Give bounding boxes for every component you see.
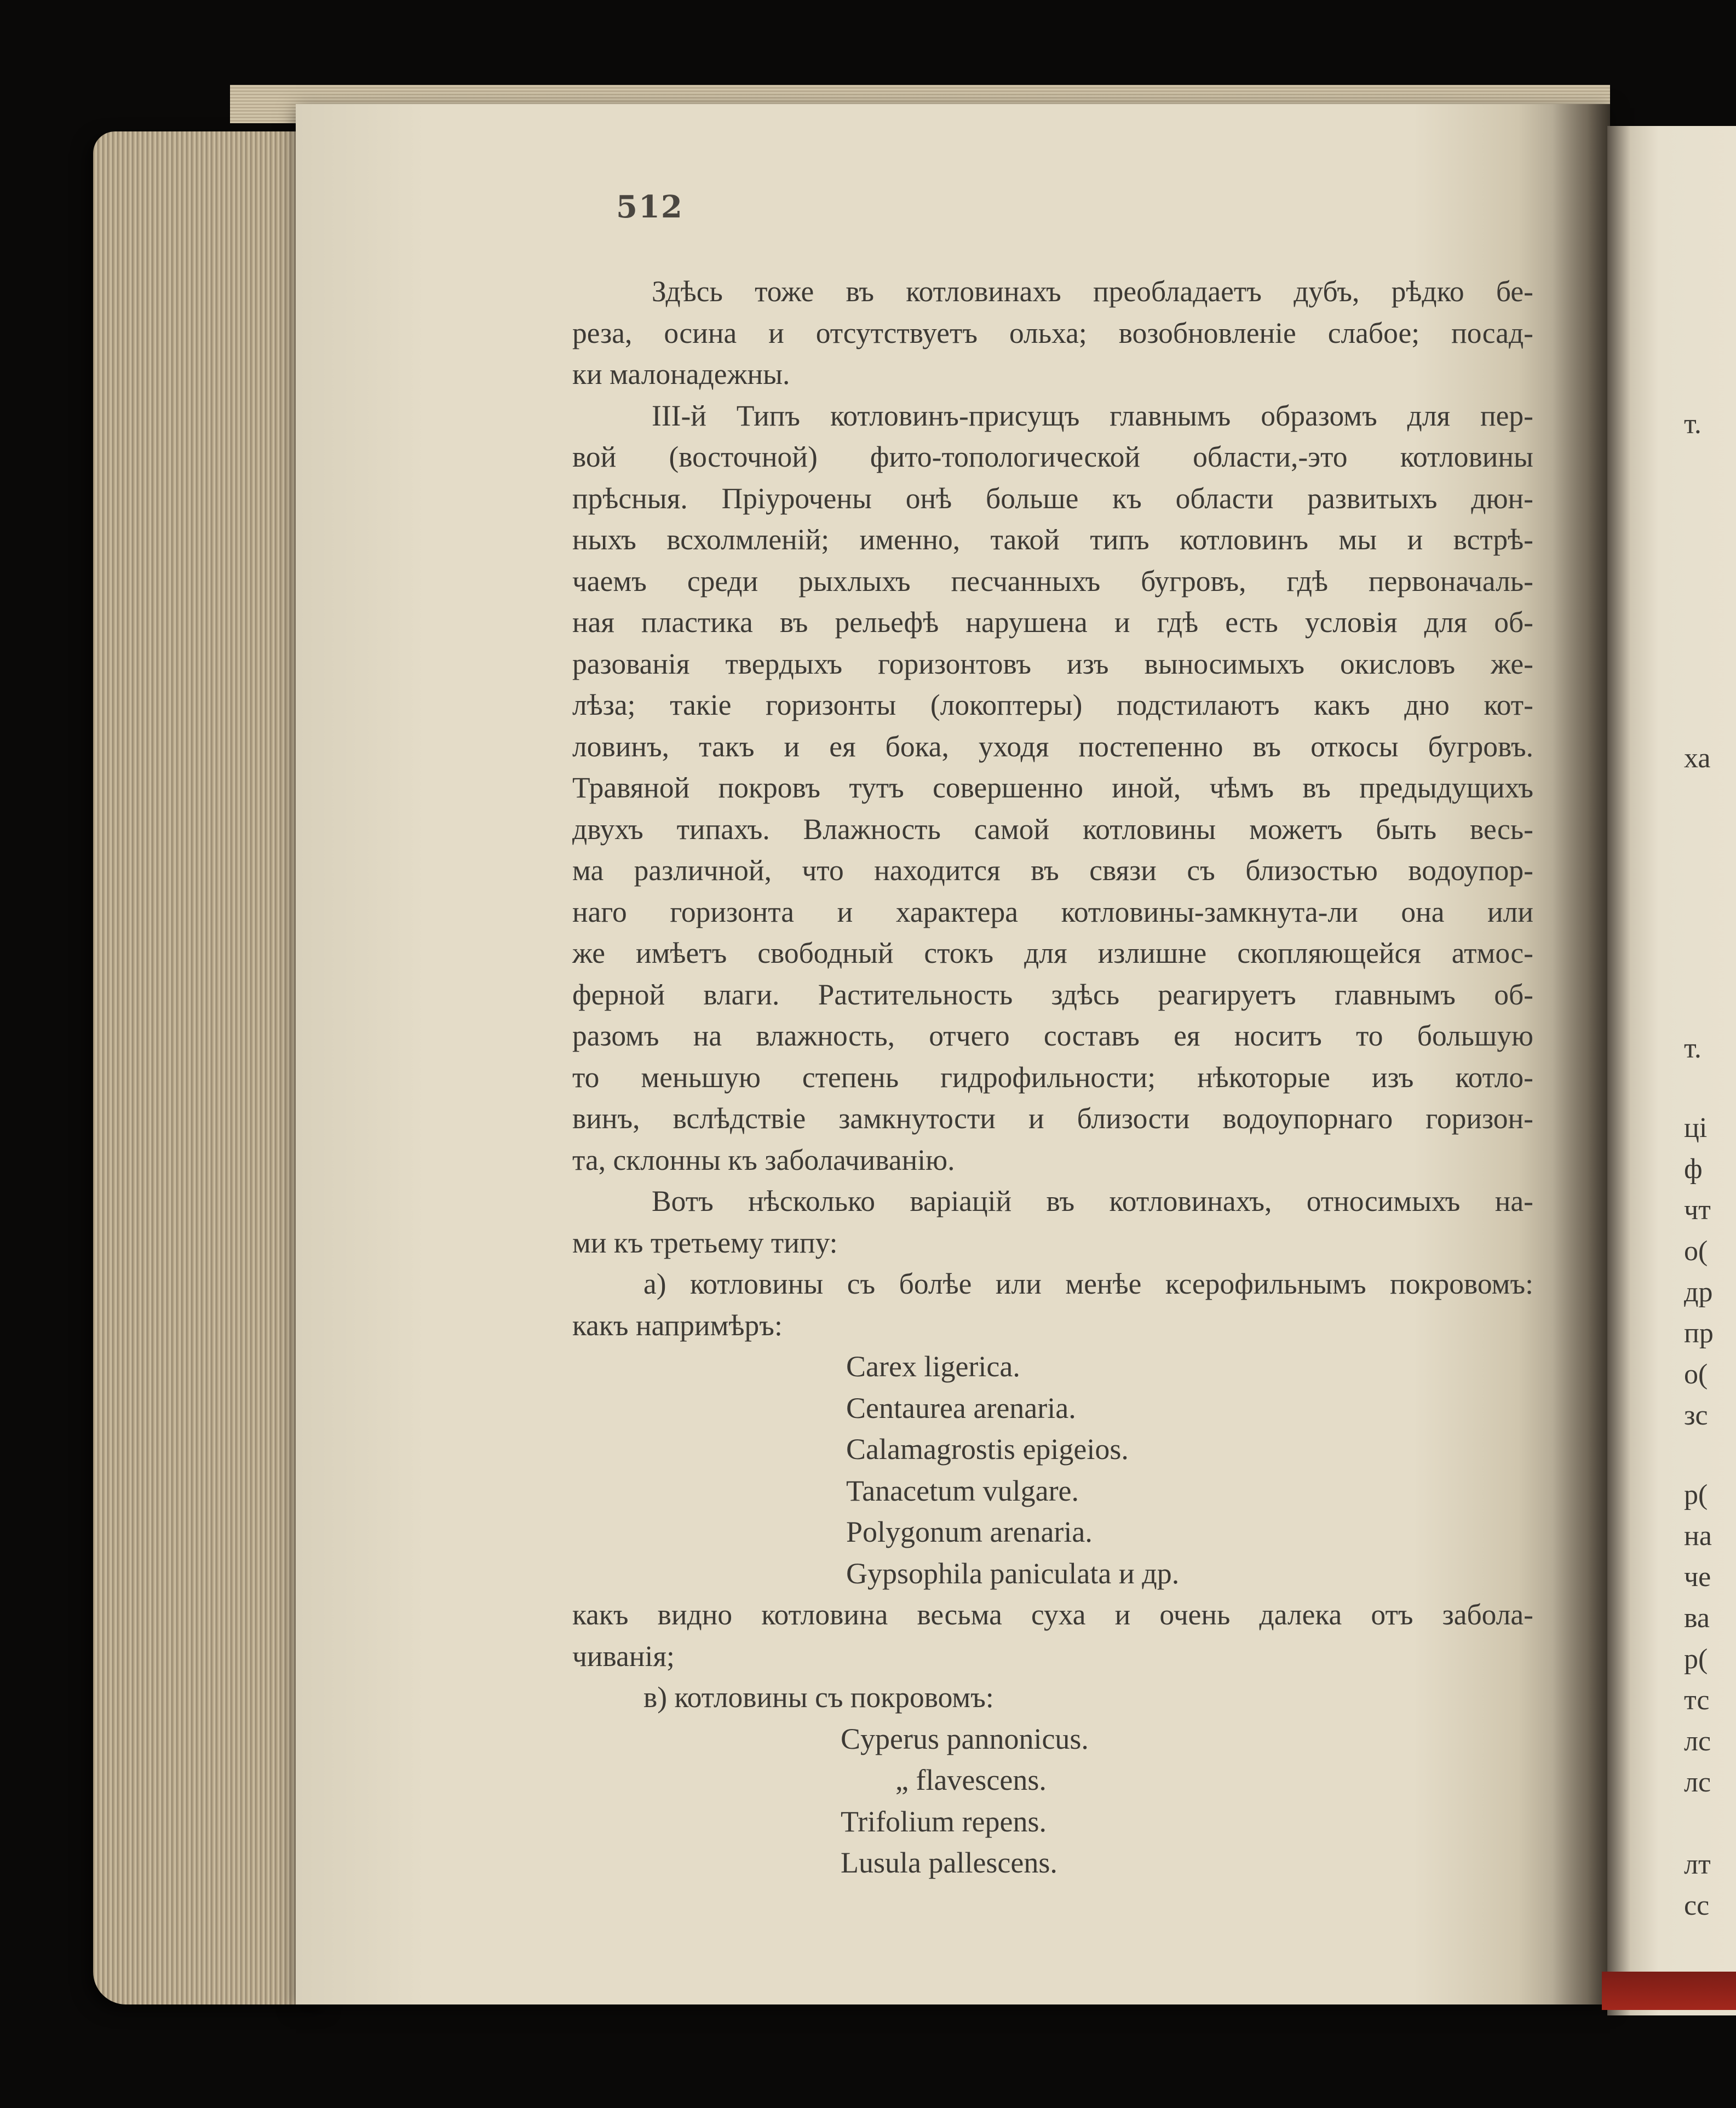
species-item: Tanacetum vulgare. [846,1474,1079,1507]
body-line: та, склонны къ заболачиванію. [572,1143,955,1176]
fragment: ва [1684,1602,1710,1634]
body-line: ловинъ, такъ и ея бока, уходя постепенно въ откосы бугровъ. [572,730,1533,763]
fragment: на [1684,1520,1712,1552]
body-line: прѣсныя. Пріурочены онѣ больше къ области развитыхъ дюн- [572,481,1533,515]
species-item: Carex ligerica. [846,1350,1020,1383]
body-line: разомъ на влажность, отчего составъ ея носитъ то большую [572,1019,1533,1052]
fragment: че [1684,1561,1711,1593]
body-line: лѣза; такіе горизонты (локоптеры) подстилаютъ какъ дно кот- [572,688,1533,721]
body-line: двухъ типахъ. Влажность самой котловины можетъ быть весь- [572,812,1533,846]
species-item: Lusula pallescens. [841,1846,1057,1879]
right-page-text-fragments [1684,0,1736,2108]
fragment: ф [1684,1153,1703,1185]
species-item: Gypsophila paniculata и др. [846,1556,1180,1590]
body-line: а) котловины съ болѣе или менѣе ксерофильнымъ покровомъ: [643,1267,1533,1300]
body-line: винъ, вслѣдствіе замкнутости и близости водоупорнаго горизон- [572,1102,1533,1135]
species-item: Polygonum arenaria. [846,1515,1093,1548]
body-line: ма различной, что находится въ связи съ близостью водоупор- [572,854,1533,887]
species-item: Cyperus pannonicus. [841,1722,1089,1755]
body-line: ки малонадежны. [572,358,790,390]
page-edges-left [93,131,329,2004]
species-item: Calamagrostis epigeios. [846,1433,1129,1466]
fragment: т. [1684,1033,1701,1064]
body-line: в) котловины съ покровомъ: [643,1681,994,1714]
species-item: „ flavescens. [895,1764,1047,1796]
fragment: ха [1684,743,1711,774]
fragment: т. [1684,409,1701,440]
fragment: лс [1684,1726,1711,1757]
fragment: зс [1684,1400,1708,1431]
fragment: чт [1684,1194,1711,1226]
fragment: о( [1684,1236,1708,1267]
page-number: 512 [616,189,683,225]
body-line: Здѣсь тоже въ котловинахъ преобладаетъ дубъ, рѣдко бе- [652,275,1533,308]
fragment: лс [1684,1767,1711,1798]
fragment: тс [1684,1685,1710,1716]
book-gutter [1553,104,1610,2004]
body-line: вой (восточной) фито-топологической области,-это котловины [572,440,1533,473]
body-line: III-й Типъ котловинъ-присущъ главнымъ образомъ для пер- [652,399,1533,432]
fragment: о( [1684,1359,1708,1390]
fragment: ці [1684,1112,1708,1144]
fragment: пр [1684,1318,1714,1349]
body-line: ныхъ всхолмленій; именно, такой типъ котловинъ мы и встрѣ- [572,523,1533,556]
body-line: чаемъ среди рыхлыхъ песчанныхъ бугровъ, гдѣ первоначаль- [572,564,1533,598]
page-body [572,271,1533,1884]
body-line: Травяной покровъ тутъ совершенно иной, чѣмъ въ предыдущихъ [572,771,1533,804]
body-line: же имѣетъ свободный стокъ для излишне скопляющейся атмос- [572,937,1533,969]
body-line: Вотъ нѣсколько варіацій въ котловинахъ, относимыхъ на- [652,1185,1533,1217]
body-line: какъ видно котловина весьма суха и очень далека отъ забола- [572,1598,1533,1631]
fragment: др [1684,1277,1713,1308]
body-line: наго горизонта и характера котловины-замкнута-ли она или [572,895,1533,928]
body-line: какъ напримѣръ: [572,1308,783,1342]
species-item: Trifolium repens. [841,1805,1047,1838]
body-line: ная пластика въ рельефѣ нарушена и гдѣ есть условія для об- [572,606,1533,639]
fragment: р( [1684,1644,1708,1675]
body-line: разованія твердыхъ горизонтовъ изъ выносимыхъ окисловъ же- [572,647,1533,680]
fragment: лт [1684,1849,1711,1880]
body-line: реза, осина и отсутствуетъ ольха; возобновленіе слабое; посад- [572,316,1533,349]
body-line: чиванія; [572,1639,675,1673]
fragment: р( [1684,1479,1708,1510]
body-line: ферной влаги. Растительность здѣсь реагируетъ главнымъ об- [572,978,1533,1011]
body-line: то меньшую степень гидрофильности; нѣкоторые изъ котло- [572,1060,1533,1094]
fragment: сс [1684,1890,1710,1921]
species-item: Centaurea arenaria. [846,1391,1076,1425]
body-line: ми къ третьему типу: [572,1226,838,1259]
